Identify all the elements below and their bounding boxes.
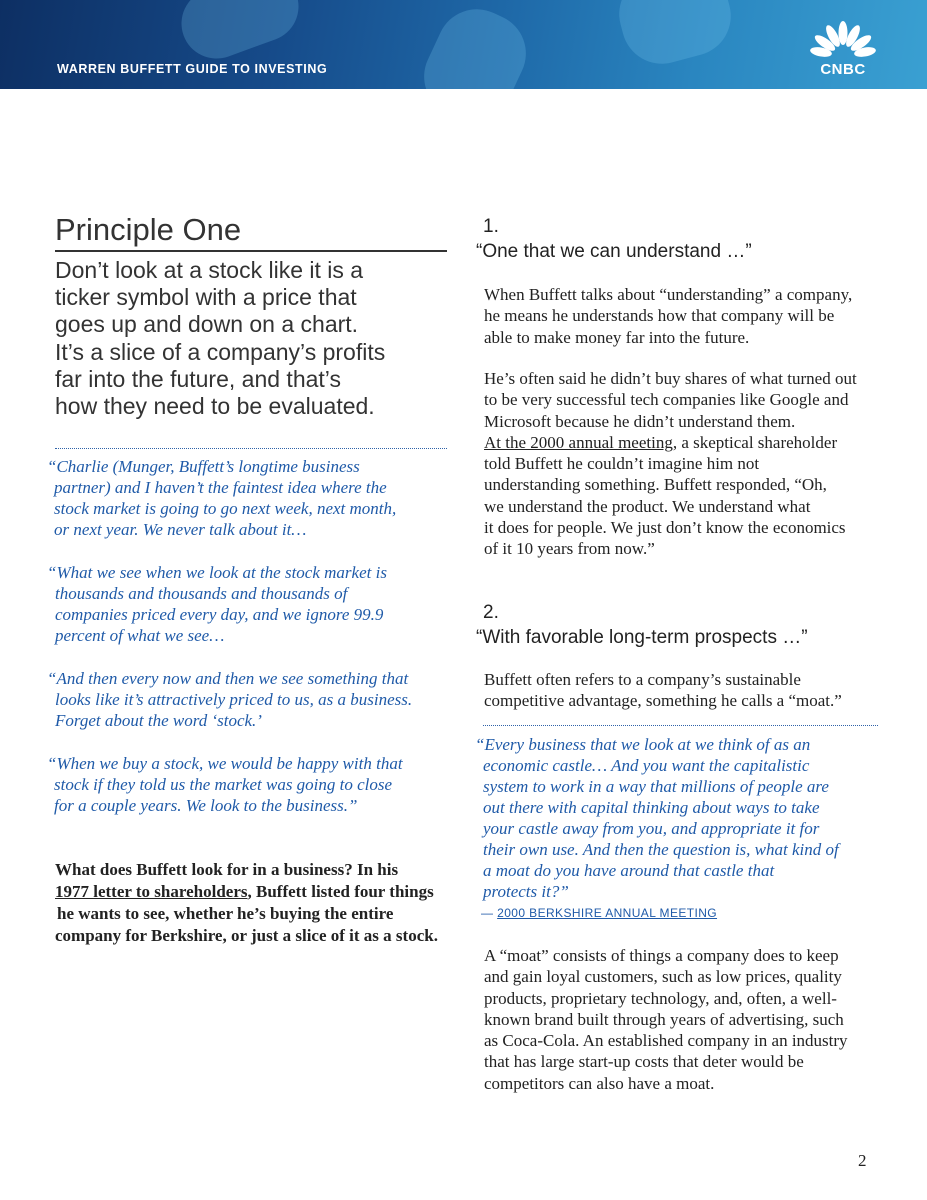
text-line: and gain loyal customers, such as low prices, quality xyxy=(484,967,842,987)
banner-decoration xyxy=(172,0,309,68)
text-line: we understand the product. We understand what xyxy=(484,496,811,516)
quote-line: Forget about the word ‘stock.’ xyxy=(55,711,262,730)
quote-block xyxy=(47,456,396,540)
cnbc-logo[interactable] xyxy=(806,20,880,78)
text-line: A “moat” consists of things a company does to keep xyxy=(484,946,839,965)
text-line xyxy=(484,432,857,453)
quote-line: out there with capital thinking about ways to take xyxy=(483,798,820,817)
summary-line: how they need to be evaluated. xyxy=(55,393,375,420)
quote-line: economic castle… And you want the capitalistic xyxy=(483,756,810,775)
section-1-heading xyxy=(476,216,752,263)
quote-line: your castle away from you, and appropriate it for xyxy=(483,819,820,838)
text-line: that has large start-up costs that deter would be xyxy=(484,1052,804,1072)
page-number: 2 xyxy=(858,1151,867,1170)
quote-block xyxy=(47,668,412,731)
peacock-icon xyxy=(806,20,880,62)
quote-line: partner) and I haven’t the faintest idea where the xyxy=(54,478,387,497)
quote-line: a moat do you have around that castle that xyxy=(483,861,775,880)
text-line: When Buffett talks about “understanding” a company, xyxy=(484,285,853,304)
text-line: Buffett often refers to a company’s sustainable xyxy=(484,670,801,689)
text-line: products, proprietary technology, and, often, a well- xyxy=(484,988,837,1008)
intro-line xyxy=(55,881,438,903)
section-title: “One that we can understand …” xyxy=(476,241,752,262)
text-line: to be very successful tech companies like Google and xyxy=(484,390,849,410)
text-line: Microsoft because he didn’t understand them. xyxy=(484,411,796,431)
logo-text: CNBC xyxy=(820,61,866,78)
intro-line: he wants to see, whether he’s buying the entire xyxy=(57,904,394,923)
quote-line: or next year. We never talk about it… xyxy=(54,520,307,539)
letter-link[interactable]: 1977 letter to shareholders xyxy=(55,882,248,901)
text-line: competitors can also have a moat. xyxy=(484,1073,715,1093)
banner-decoration xyxy=(411,0,539,89)
summary-line: goes up and down on a chart. xyxy=(55,311,359,338)
annual-meeting-link[interactable]: At the 2000 annual meeting xyxy=(484,432,673,452)
quote-line: percent of what we see… xyxy=(55,626,225,645)
text-line: it does for people. We just don’t know the economics xyxy=(484,518,846,538)
text-line: of it 10 years from now.” xyxy=(484,539,655,559)
principle-title: Principle One xyxy=(55,212,447,252)
berkshire-meeting-link[interactable]: 2000 BERKSHIRE ANNUAL MEETING xyxy=(497,906,718,920)
quote-line: “When we buy a stock, we would be happy with that xyxy=(47,754,403,773)
quote-line: “Every business that we look at we think of as an xyxy=(475,735,811,754)
text-line: He’s often said he didn’t buy shares of what turned out xyxy=(484,369,857,388)
divider xyxy=(483,725,878,726)
quote-line: stock market is going to go next week, next month, xyxy=(54,499,397,518)
banner-decoration xyxy=(610,0,740,73)
text-line: as Coca-Cola. An established company in an industry xyxy=(484,1031,848,1051)
section-1-para xyxy=(484,284,852,348)
intro-text: , Buffett listed four things xyxy=(247,882,434,901)
guide-title: WARREN BUFFETT GUIDE TO INVESTING xyxy=(57,62,328,76)
quote-attribution xyxy=(481,906,717,920)
quote-line: “And then every now and then we see something that xyxy=(47,669,409,688)
summary-line: It’s a slice of a company’s profits xyxy=(55,338,386,365)
intro-paragraph xyxy=(55,859,438,947)
text-line: understanding something. Buffett responded, “Oh, xyxy=(484,475,827,495)
text-fragment: , a skeptical shareholder xyxy=(672,432,838,452)
text-line: able to make money far into the future. xyxy=(484,327,750,347)
attribution-dash: — xyxy=(481,906,498,920)
summary-line: Don’t look at a stock like it is a xyxy=(55,257,364,283)
text-line: told Buffett he couldn’t imagine him not xyxy=(484,454,760,474)
quote-block xyxy=(47,753,403,816)
header-banner xyxy=(0,0,927,89)
intro-line: What does Buffett look for in a business? In his xyxy=(55,860,399,879)
quote-block xyxy=(47,562,387,646)
text-line: competitive advantage, something he calls a “moat.” xyxy=(484,691,842,711)
divider xyxy=(55,448,447,449)
section-2-para xyxy=(484,669,842,712)
section-number: 1. xyxy=(483,216,499,237)
intro-line: company for Berkshire, or just a slice of it as a stock. xyxy=(55,926,438,945)
quote-line: system to work in a way that millions of people are xyxy=(483,777,829,796)
summary-line: far into the future, and that’s xyxy=(55,365,341,392)
section-2-heading xyxy=(476,602,808,649)
quote-line: thousands and thousands and thousands of xyxy=(55,584,348,603)
section-1-para xyxy=(484,368,857,560)
quote-line: companies priced every day, and we ignore 99.9 xyxy=(55,605,384,624)
quote-line: “What we see when we look at the stock market is xyxy=(47,563,387,582)
quote-line: protects it?” xyxy=(483,882,569,901)
quote-line: their own use. And then the question is, what kind of xyxy=(483,840,839,859)
text-line: known brand built through years of advertising, such xyxy=(484,1009,844,1029)
principle-summary xyxy=(55,257,455,420)
text-line: he means he understands how that company will be xyxy=(484,306,835,326)
quote-line: “Charlie (Munger, Buffett’s longtime business xyxy=(47,457,360,476)
section-2-para xyxy=(484,945,848,1094)
quote-line: looks like it’s attractively priced to us, as a business. xyxy=(55,690,413,709)
quote-line: stock if they told us the market was going to close xyxy=(54,775,393,794)
quote-line: for a couple years. We look to the business.” xyxy=(54,796,358,815)
section-title: “With favorable long-term prospects …” xyxy=(476,627,808,648)
quote-block xyxy=(475,734,839,902)
section-number: 2. xyxy=(483,602,499,623)
summary-line: ticker symbol with a price that xyxy=(55,284,357,311)
